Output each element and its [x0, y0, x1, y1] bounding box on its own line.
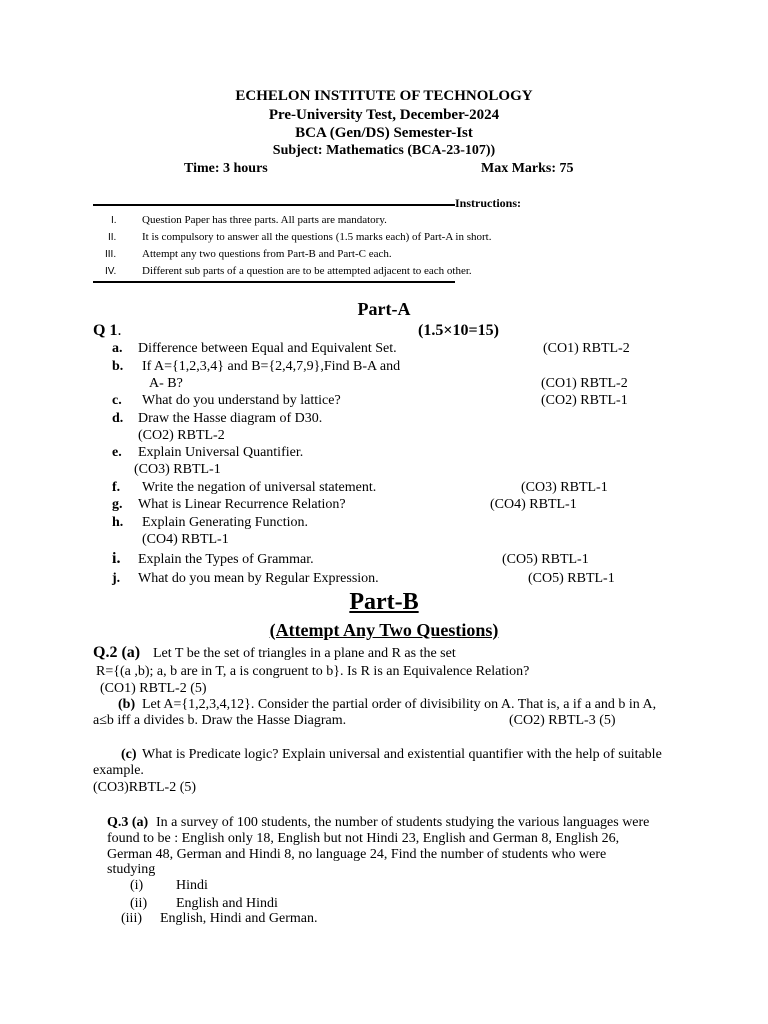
item-letter: i.: [112, 550, 121, 567]
instruction-number: II.: [108, 232, 117, 243]
item-co: (CO5) RBTL-1: [528, 571, 615, 586]
q2b-co: (CO2) RBTL-3 (5): [509, 713, 616, 728]
instruction-text: Question Paper has three parts. All parts are mandatory.: [142, 214, 387, 226]
item-co: (CO3) RBTL-1: [134, 462, 221, 477]
item-letter: h.: [112, 515, 124, 530]
item-letter: f.: [112, 480, 121, 495]
item-co: (CO4) RBTL-1: [490, 497, 577, 512]
q2b-text-continued: a≤b iff a divides b. Draw the Hasse Diagram.: [93, 713, 347, 728]
q2b-label: (b): [118, 697, 136, 712]
q2a-co: (CO1) RBTL-2 (5): [100, 681, 207, 696]
exam-time: Time: 3 hours: [184, 161, 268, 176]
question-label: Q 1.: [93, 322, 122, 339]
course-title: BCA (Gen/DS) Semester-Ist: [295, 125, 473, 141]
item-letter: g.: [112, 497, 123, 512]
item-letter: d.: [112, 411, 124, 426]
item-text: Explain Generating Function.: [142, 515, 309, 530]
item-co: (CO2) RBTL-2: [138, 428, 225, 443]
question-marks: (1.5×10=15): [418, 322, 499, 339]
q2-label: Q.2 (a): [93, 644, 141, 661]
q2c-label: (c): [121, 747, 137, 762]
instructions-top-rule: [93, 204, 455, 206]
q3-text-continued: found to be : English only 18, English but not Hindi 23, English and German 8, English 26,: [107, 831, 620, 846]
item-text: Write the negation of universal statement.: [142, 480, 377, 495]
instructions-title: Instructions:: [455, 196, 522, 210]
instructions-bottom-rule: [93, 281, 455, 283]
instruction-number: I.: [111, 215, 117, 226]
q3-sub-number: (ii): [130, 896, 148, 911]
q2a-text: Let T be the set of triangles in a plane and R as the set: [153, 646, 456, 661]
q3-label: Q.3 (a): [107, 815, 149, 830]
instruction-text: Attempt any two questions from Part-B and Part-C each.: [142, 248, 392, 260]
q3-sub-number: (i): [130, 878, 144, 893]
institute-name: ECHELON INSTITUTE OF TECHNOLOGY: [235, 88, 533, 104]
item-text: Explain the Types of Grammar.: [138, 552, 314, 567]
q3-sub-text: English and Hindi: [176, 896, 278, 911]
q2c-text-continued: example.: [93, 763, 144, 778]
instruction-text: Different sub parts of a question are to be attempted adjacent to each other.: [142, 265, 472, 277]
item-letter: j.: [112, 571, 121, 586]
item-text: What is Linear Recurrence Relation?: [138, 497, 346, 512]
max-marks: Max Marks: 75: [481, 161, 574, 176]
item-co: (CO1) RBTL-2: [541, 376, 628, 391]
instruction-number: IV.: [105, 266, 117, 277]
item-letter: a.: [112, 341, 123, 356]
item-co: (CO3) RBTL-1: [521, 480, 608, 495]
q2c-co: (CO3)RBTL-2 (5): [93, 780, 197, 795]
item-co: (CO4) RBTL-1: [142, 532, 229, 547]
subject-title: Subject: Mathematics (BCA-23-107)): [272, 143, 496, 158]
item-co: (CO5) RBTL-1: [502, 552, 589, 567]
q2b-text: Let A={1,2,3,4,12}. Consider the partial order of divisibility on A. That is, a if a and b in A,: [142, 697, 657, 712]
part-b-subtitle: (Attempt Any Two Questions): [269, 620, 499, 640]
instruction-number: III.: [105, 249, 117, 260]
item-text: What do you mean by Regular Expression.: [138, 571, 379, 586]
item-letter: c.: [112, 393, 122, 408]
item-text: Explain Universal Quantifier.: [138, 445, 304, 460]
item-text: Difference between Equal and Equivalent Set.: [138, 341, 397, 356]
item-text-continued: A- B?: [149, 376, 183, 391]
item-letter: b.: [112, 359, 124, 374]
part-a-title: Part-A: [357, 299, 411, 319]
test-title: Pre-University Test, December-2024: [268, 107, 500, 123]
q2c-text: What is Predicate logic? Explain universal and existential quantifier with the help of suitable: [142, 747, 662, 762]
q3-text-continued: studying: [107, 862, 156, 877]
q2a-text-continued: R={(a ,b); a, b are in T, a is congruent to b}. Is R is an Equivalence Relation?: [96, 664, 530, 679]
item-text: What do you understand by lattice?: [142, 393, 341, 408]
instruction-text: It is compulsory to answer all the questions (1.5 marks each) of Part-A in short.: [142, 231, 492, 243]
q3-text-continued: German 48, German and Hindi 8, no language 24, Find the number of students who were: [107, 847, 607, 862]
q3-text: In a survey of 100 students, the number of students studying the various languages were: [156, 815, 650, 830]
q3-sub-number: (iii): [121, 911, 142, 926]
part-b-title: Part-B: [349, 589, 419, 615]
item-text: Draw the Hasse diagram of D30.: [138, 411, 323, 426]
item-text: If A={1,2,3,4} and B={2,4,7,9},Find B-A and: [142, 359, 401, 374]
q3-sub-text: Hindi: [176, 878, 208, 893]
item-letter: e.: [112, 445, 122, 460]
item-co: (CO1) RBTL-2: [543, 341, 630, 356]
item-co: (CO2) RBTL-1: [541, 393, 628, 408]
q3-sub-text: English, Hindi and German.: [160, 911, 318, 926]
